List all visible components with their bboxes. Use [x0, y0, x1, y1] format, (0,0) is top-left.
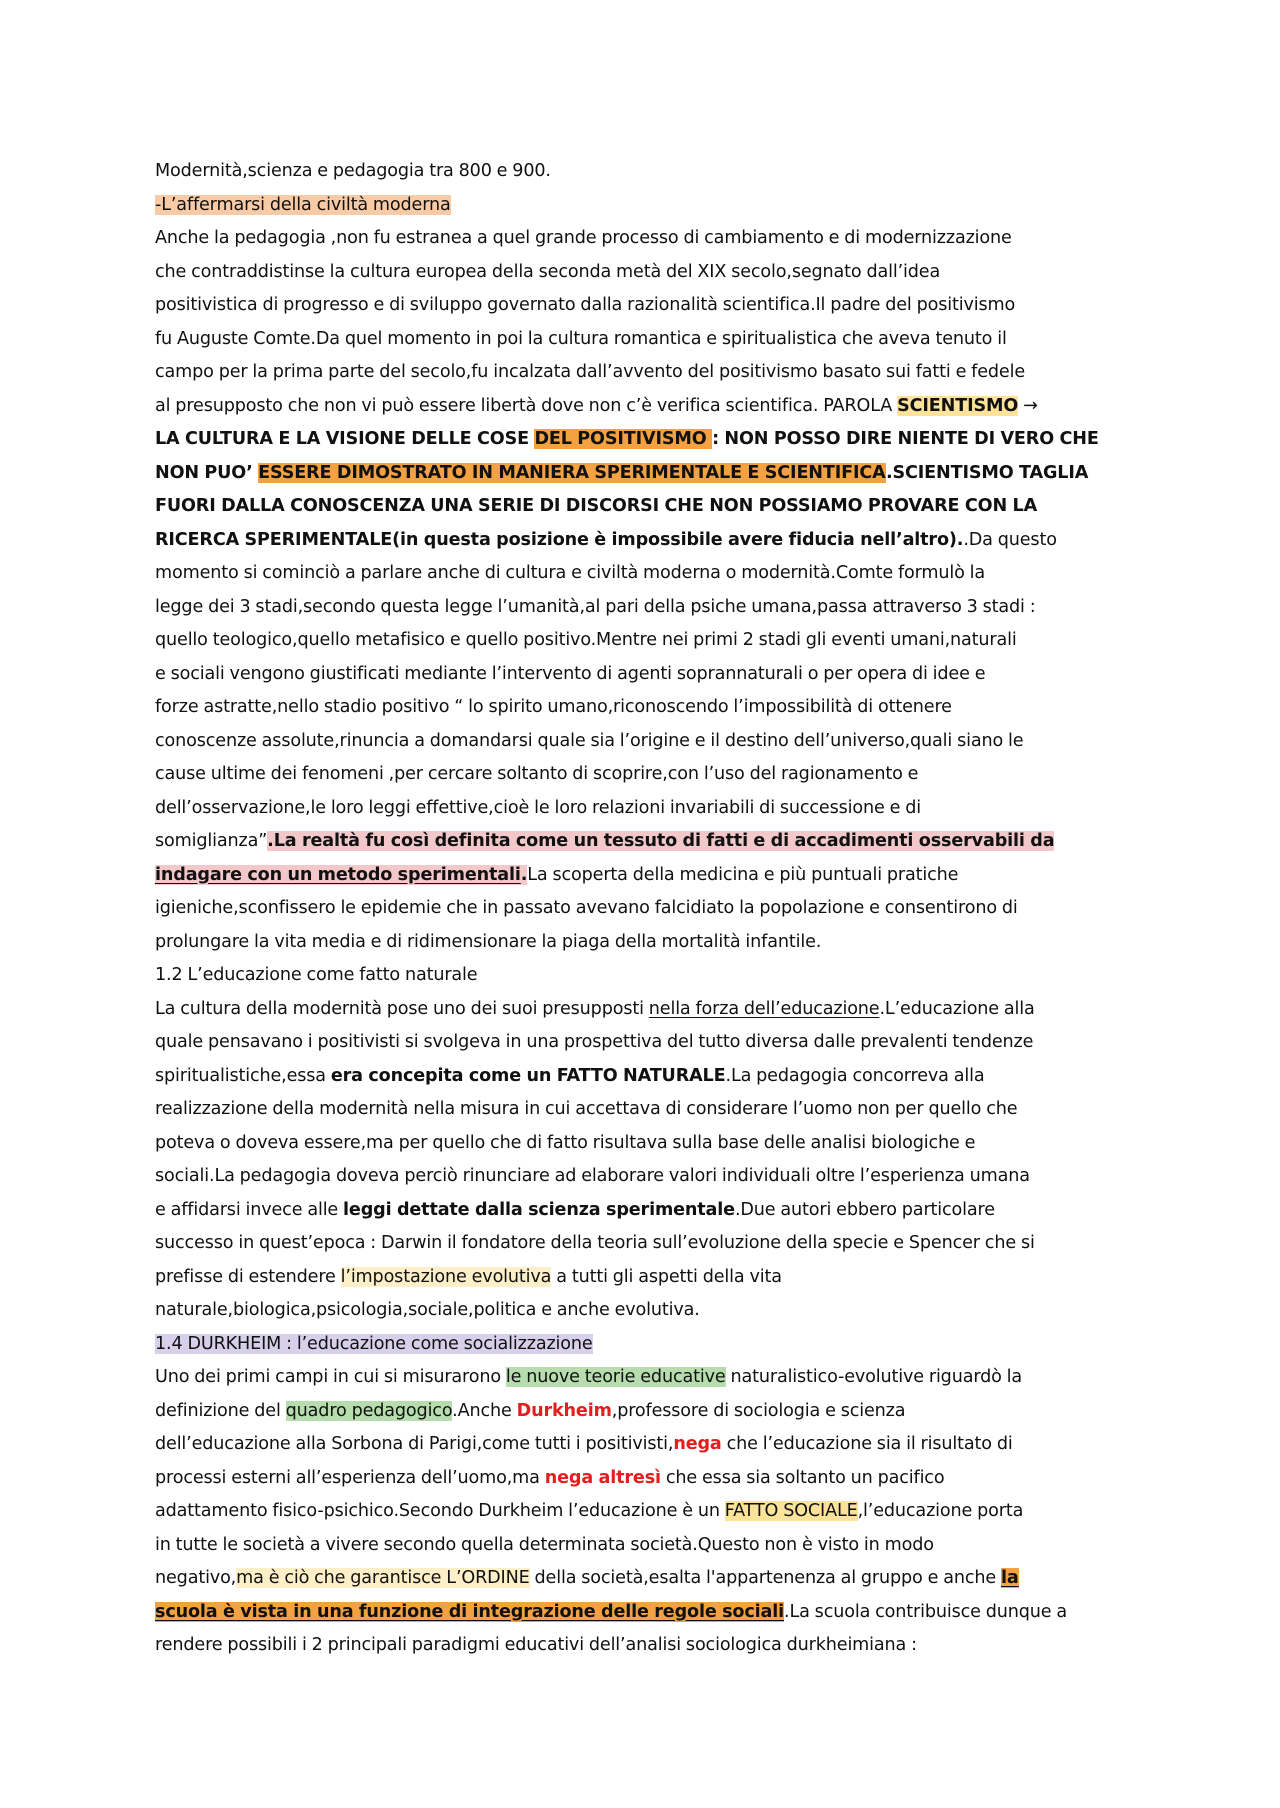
s3-line-2-b: .Anche: [452, 1400, 517, 1421]
bold-line-2: [155, 457, 1180, 491]
metodo-highlight: indagare con un metodo sperimentali: [155, 864, 521, 885]
s3-line-3-a: dell’educazione alla Sorbona di Parigi,come tutti i positivisti,: [155, 1434, 674, 1454]
p2-line-10-after: La scoperta della medicina e più puntuali pratiche: [527, 864, 959, 885]
bold-line-2-a: NON PUO’: [155, 462, 259, 483]
s2-line-9: [155, 1261, 1180, 1295]
bold-line-3: FUORI DALLA CONOSCENZA UNA SERIE DI DISCORSI CHE NON POSSIAMO PROVARE CON LA: [155, 496, 1038, 516]
p1-line-4: fu Auguste Comte.Da quel momento in poi la cultura romantica e spiritualistica che aveva tenuto il: [155, 328, 1007, 349]
s3-line-1-a: Uno dei primi campi in cui si misurarono: [155, 1367, 506, 1387]
s3-line-7-b: della società,esalta l'appartenenza al gruppo e anche: [529, 1568, 1001, 1588]
p2-line-9: [155, 825, 1180, 859]
quadro-highlight: quadro pedagogico: [285, 1400, 453, 1421]
scuola-highlight: scuola è vista in una funzione di integrazione delle regole sociali: [155, 1601, 785, 1622]
scientismo-keyword: SCIENTISMO: [897, 395, 1019, 416]
p2-line-8: dell’osservazione,le loro leggi effettive,cioè le loro relazioni invariabili di successione e di: [155, 797, 921, 818]
la-highlight: la: [1001, 1568, 1019, 1588]
teorie-highlight: le nuove teorie educative: [505, 1367, 726, 1387]
section3-heading: 1.4 DURKHEIM : l’educazione come socializzazione: [155, 1333, 593, 1354]
bold-line-1-b: : NON POSSO DIRE NIENTE DI VERO CHE: [712, 429, 1099, 449]
p2-line-10: [155, 859, 1180, 893]
s3-line-8-b: .La scuola contribuisce dunque a: [784, 1601, 1068, 1622]
realta-highlight: .La realtà fu così definita come un tessuto di fatti e di accadimenti osservabili da: [267, 831, 1055, 851]
s3-line-2-c: ,professore di sociologia e scienza: [611, 1400, 906, 1421]
s3-line-9: rendere possibili i 2 principali paradigmi educativi dell’analisi sociologica durkheimiana :: [155, 1635, 917, 1655]
section1-heading: -L’affermarsi della civiltà moderna: [155, 194, 451, 215]
p2-line-4: e sociali vengono giustificati mediante l’intervento di agenti soprannaturali o per opera di idee e: [155, 663, 986, 684]
document-body: [155, 155, 1180, 1663]
s2-line-1: [155, 993, 1180, 1027]
p1-line-6-text: al presupposto che non vi può essere libertà dove non c’è verifica scientifica. PAROLA: [155, 395, 898, 416]
ordine-highlight: ma è ciò che garantisce L’ORDINE: [236, 1568, 530, 1588]
p1-line-3: positivistica di progresso e di sviluppo governato dalla razionalità scientifica.Il padre del positivismo: [155, 295, 1016, 315]
fatto-naturale-bold: era concepita come un FATTO NATURALE: [330, 1065, 726, 1086]
bold-line-1-a: LA CULTURA E LA VISIONE DELLE COSE: [155, 429, 535, 449]
nega-red: nega: [673, 1434, 722, 1454]
s3-line-6: in tutte le società a vivere secondo quella determinata società.Questo non è visto in modo: [155, 1534, 934, 1555]
bold-line-4-after: .Da questo: [963, 529, 1057, 550]
s3-line-7: [155, 1562, 1180, 1596]
nega-altresi-red: nega altresì: [544, 1467, 661, 1488]
p2-line-2: legge dei 3 stadi,secondo questa legge l’umanità,al pari della psiche umana,passa attraverso 3 stadi :: [155, 596, 1036, 617]
leggi-bold: leggi dettate dalla scienza sperimentale: [343, 1199, 735, 1220]
p2-line-5: forze astratte,nello stadio positivo “ lo spirito umano,riconoscendo l’impossibilità di ottenere: [155, 697, 952, 717]
arrow-glyph: →: [1018, 395, 1038, 416]
section1-heading-line: [155, 189, 1180, 223]
durkheim-red: Durkheim: [516, 1400, 612, 1421]
p2-line-9-start: somiglianza”: [155, 831, 268, 851]
p2-line-1: momento si cominciò a parlare anche di cultura e civiltà moderna o modernità.Comte formulò la: [155, 563, 986, 583]
s3-line-3-b: che l’educazione sia il risultato di: [721, 1434, 1013, 1454]
bold-line-4: [155, 524, 1180, 558]
section2-heading: 1.2 L’educazione come fatto naturale: [155, 965, 478, 985]
s3-line-5-a: adattamento fisico-psichico.Secondo Durkheim l’educazione è un: [155, 1501, 725, 1521]
s2-line-3-a: spiritualistiche,essa: [155, 1065, 331, 1086]
s2-line-1-a: La cultura della modernità pose uno dei suoi presupposti: [155, 998, 649, 1019]
s2-line-2: quale pensavano i positivisti si svolgeva in una prospettiva del tutto diversa dalle prevalenti tendenze: [155, 1032, 1034, 1052]
forza-educazione-underline: nella forza dell’educazione: [648, 998, 880, 1019]
evolutiva-highlight: l’impostazione evolutiva: [340, 1266, 552, 1287]
positivismo-highlight: DEL POSITIVISMO: [534, 429, 713, 449]
p1-line-6: [155, 390, 1180, 424]
s3-line-5-b: ,l’educazione porta: [857, 1501, 1024, 1521]
s3-line-2: [155, 1395, 1180, 1429]
s2-line-10: naturale,biologica,psicologia,sociale,politica e anche evolutiva.: [155, 1300, 700, 1320]
p3-line-2: prolungare la vita media e di ridimensionare la piaga della mortalità infantile.: [155, 931, 822, 952]
s3-line-4: [155, 1462, 1180, 1496]
s2-line-3-c: .La pedagogia concorreva alla: [725, 1065, 985, 1086]
s2-line-4: realizzazione della modernità nella misura in cui accettava di considerare l’uomo non per quello che: [155, 1099, 1018, 1119]
metodo-dot: .: [520, 864, 528, 885]
s3-line-4-b: che essa sia soltanto un pacifico: [660, 1467, 945, 1488]
s3-line-1-b: naturalistico-evolutive riguardò la: [725, 1367, 1023, 1387]
fatto-sociale-highlight: FATTO SOCIALE: [724, 1501, 858, 1521]
bold-line-2-b: .SCIENTISMO TAGLIA: [885, 462, 1089, 483]
s3-line-2-a: definizione del: [155, 1400, 286, 1421]
s2-line-9-b: a tutti gli aspetti della vita: [551, 1266, 782, 1287]
p1-line-2: che contraddistinse la cultura europea della seconda metà del XIX secolo,segnato dall’idea: [155, 261, 941, 282]
s2-line-1-b: .L’educazione alla: [879, 998, 1035, 1019]
s3-line-4-a: processi esterni all’esperienza dell’uomo,ma: [155, 1467, 545, 1488]
p2-line-3: quello teologico,quello metafisico e quello positivo.Mentre nei primi 2 stadi gli eventi umani,naturali: [155, 630, 1017, 650]
s3-line-1: [155, 1361, 1180, 1395]
p2-line-7: cause ultime dei fenomeni ,per cercare soltanto di scoprire,con l’uso del ragionamento e: [155, 764, 919, 784]
s2-line-3: [155, 1060, 1180, 1094]
bold-line-4-text: RICERCA SPERIMENTALE(in questa posizione è impossibile avere fiducia nell’altro).: [155, 529, 964, 550]
sperimentale-highlight: ESSERE DIMOSTRATO IN MANIERA SPERIMENTALE E SCIENTIFICA: [258, 462, 886, 483]
p2-line-6: conoscenze assolute,rinuncia a domandarsi quale sia l’origine e il destino dell’universo,quali siano le: [155, 730, 1024, 751]
p1-line-5: campo per la prima parte del secolo,fu incalzata dall’avvento del positivismo basato sui fatti e fedele: [155, 362, 1026, 382]
document-title: Modernità,scienza e pedagogia tra 800 e 900.: [155, 161, 551, 181]
s3-line-7-a: negativo,: [155, 1568, 237, 1588]
s2-line-7-a: e affidarsi invece alle: [155, 1199, 344, 1220]
section3-heading-line: [155, 1328, 1180, 1362]
s2-line-9-a: prefisse di estendere: [155, 1266, 341, 1287]
s2-line-7: [155, 1194, 1180, 1228]
p1-line-1: Anche la pedagogia ,non fu estranea a quel grande processo di cambiamento e di modernizzazione: [155, 228, 1012, 248]
s3-line-3: [155, 1428, 1180, 1462]
s3-line-5: [155, 1495, 1180, 1529]
s3-line-8: [155, 1596, 1180, 1630]
s2-line-8: successo in quest’epoca : Darwin il fondatore della teoria sull’evoluzione della specie e Spencer che si: [155, 1233, 1035, 1253]
s2-line-7-c: .Due autori ebbero particolare: [734, 1199, 995, 1220]
s2-line-5: poteva o doveva essere,ma per quello che di fatto risultava sulla base delle analisi biologiche e: [155, 1132, 976, 1153]
p3-line-1: igieniche,sconfissero le epidemie che in passato avevano falcidiato la popolazione e consentirono di: [155, 898, 1018, 918]
s2-line-6: sociali.La pedagogia doveva perciò rinunciare ad elaborare valori individuali oltre l’esperienza umana: [155, 1166, 1030, 1186]
bold-line-1: [155, 423, 1180, 457]
